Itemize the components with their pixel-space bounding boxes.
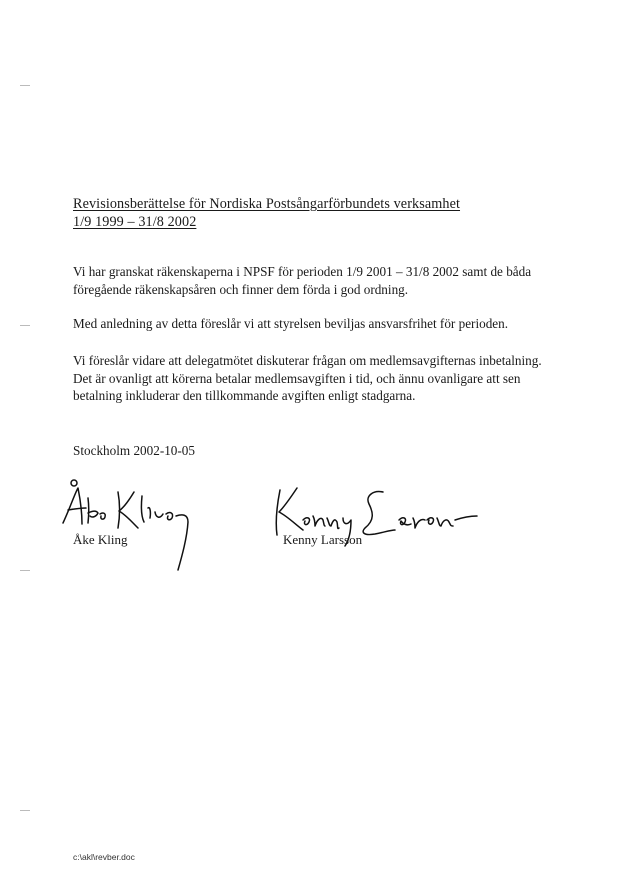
scan-mark (20, 325, 30, 326)
paragraph-fees: Vi föreslår vidare att delegatmötet diskuterar frågan om medlemsavgifternas inbetalning. Det är ovanligt att körerna betalar medlemsavgiften i tid, och ännu ovanligare att sen betalning inkluderar den tillkommande avgiften enligt stadgarna. (73, 353, 542, 404)
footer-file-path: c:\akl\revber.doc (73, 852, 135, 862)
document-title (73, 195, 460, 231)
signer-name-right: Kenny Larsson (283, 532, 363, 547)
signer-name-left: Åke Kling (73, 532, 128, 547)
title-line-1: Revisionsberättelse för Nordiska Postsångarförbundets verksamhet (73, 196, 461, 212)
scan-mark (20, 570, 30, 571)
title-line-2: 1/9 1999 – 31/8 2002 (73, 214, 197, 230)
paragraph-discharge: Med anledning av detta föreslår vi att styrelsen beviljas ansvarsfrihet för perioden. (73, 316, 509, 331)
scan-mark (20, 810, 30, 811)
paragraph-audit: Vi har granskat räkenskaperna i NPSF för perioden 1/9 2001 – 31/8 2002 samt de båda föregående räkenskapsåren och finner dem förda i god ordning. (73, 264, 532, 297)
signature-ake-kling (60, 478, 210, 573)
place-and-date: Stockholm 2002-10-05 (73, 443, 195, 458)
scan-mark (20, 85, 30, 86)
